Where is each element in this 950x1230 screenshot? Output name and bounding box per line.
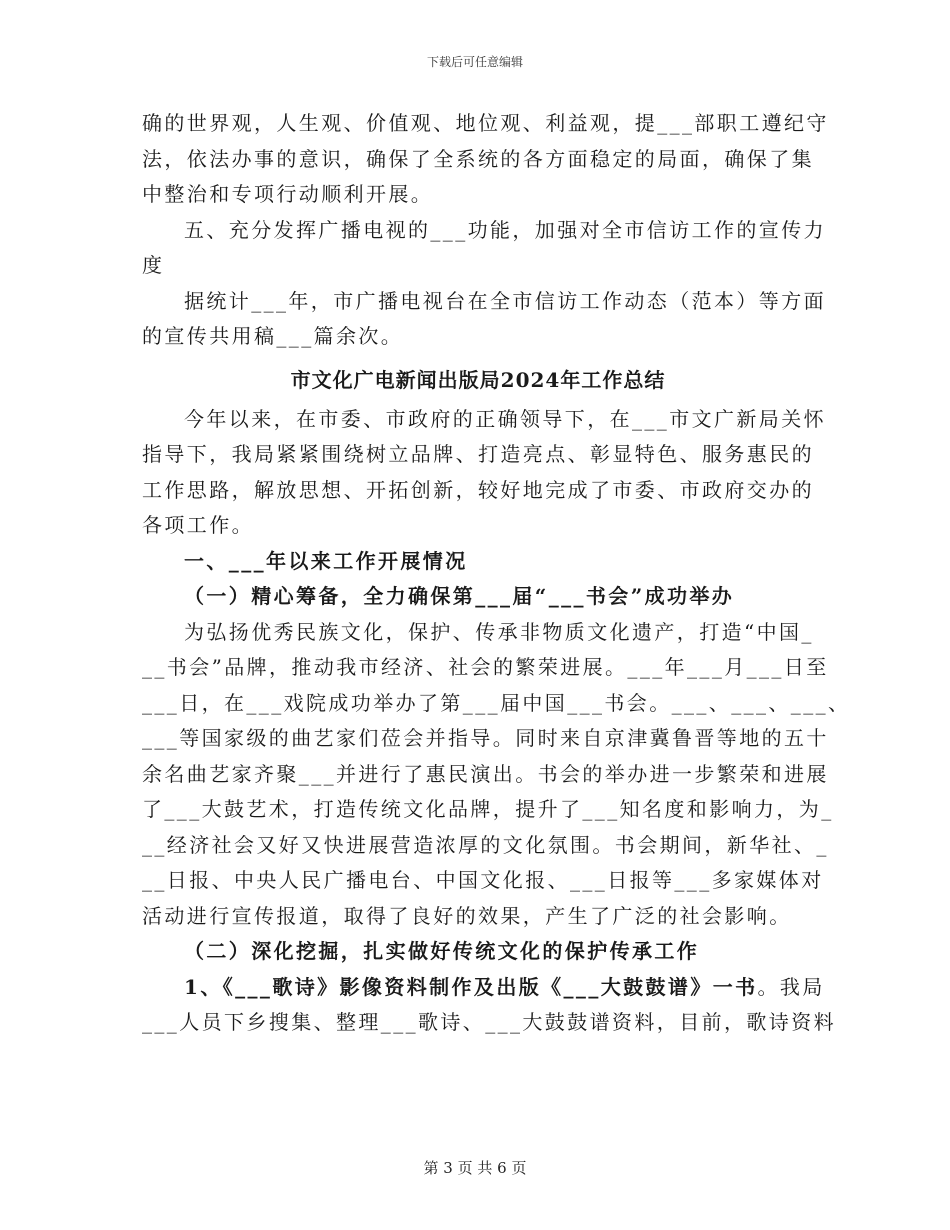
body-line-mixed	[142, 970, 825, 1006]
body-line: 今年以来，在市委、市政府的正确领导下，在___市文广新局关怀	[184, 406, 826, 431]
body-line: 活动进行宣传报道，取得了良好的效果，产生了广泛的社会影响。	[142, 903, 792, 928]
body-line: 工作思路，解放思想、开拓创新，较好地完成了市委、市政府交办的	[142, 477, 814, 502]
body-line: 确的世界观，人生观、价值观、地位观、利益观，提___部职工遵纪守	[142, 111, 829, 135]
heading-level-1: 一、___年以来工作开展情况	[184, 548, 468, 573]
body-line: __书会”品牌，推动我市经济、社会的繁荣进展。___年___月___日至	[142, 655, 829, 679]
body-line: 的宣传共用稿___篇余次。	[142, 324, 404, 348]
body-text-run: 。我局	[757, 974, 825, 999]
heading-level-2: （一）精心筹备，全力确保第___届“___书会”成功举办	[184, 584, 735, 608]
body-line: 余名曲艺家齐聚___并进行了惠民演出。书会的举办进一步繁荣和进展	[142, 761, 829, 786]
body-line: 指导下，我局紧紧围绕树立品牌、打造亮点、彰显特色、服务惠民的	[142, 442, 814, 466]
body-line: 中整治和专项行动顺利开展。	[142, 182, 434, 206]
page-footer: 第 3 页 共 6 页	[423, 1159, 527, 1177]
body-line: ___日，在___戏院成功举办了第___届中国___书会。___、___、___、	[142, 690, 851, 715]
body-line: 五、充分发挥广播电视的___功能，加强对全市信访工作的宣传力	[184, 217, 826, 242]
body-line: ___人员下乡搜集、整理___歌诗、___大鼓鼓谱资料，目前，歌诗资料	[142, 1010, 836, 1034]
body-line: __日报、中央人民广播电台、中国文化报、___日报等___多家媒体对	[142, 868, 824, 892]
section-title: 市文化广电新闻出版局2024年工作总结	[290, 367, 666, 392]
page-header: 下载后可任意编辑	[426, 55, 523, 69]
body-line: 各项工作。	[142, 513, 254, 537]
heading-level-3: 1、《___歌诗》影像资料制作及出版《___大鼓鼓谱》一书	[184, 974, 758, 999]
body-line: __经济社会又好又快进展营造浓厚的文化氛围。书会期间，新华社、_	[142, 832, 829, 857]
body-line: 了___大鼓艺术，打造传统文化品牌，提升了___知名度和影响力，为_	[142, 797, 834, 821]
body-line: 法，依法办事的意识，确保了全系统的各方面稳定的局面，确保了集	[142, 146, 814, 171]
body-line: 据统计___年，市广播电视台在全市信访工作动态（范本）等方面	[184, 288, 826, 313]
body-line: ___等国家级的曲艺家们莅会并指导。同时来自京津冀鲁晋等地的五十	[142, 726, 829, 750]
body-line: 度	[142, 253, 165, 277]
heading-level-2: （二）深化挖掘，扎实做好传统文化的保护传承工作	[184, 939, 700, 963]
document-body	[142, 106, 851, 1041]
body-line: 为弘扬优秀民族文化，保护、传承非物质文化遗产，打造“中国_	[184, 619, 814, 644]
